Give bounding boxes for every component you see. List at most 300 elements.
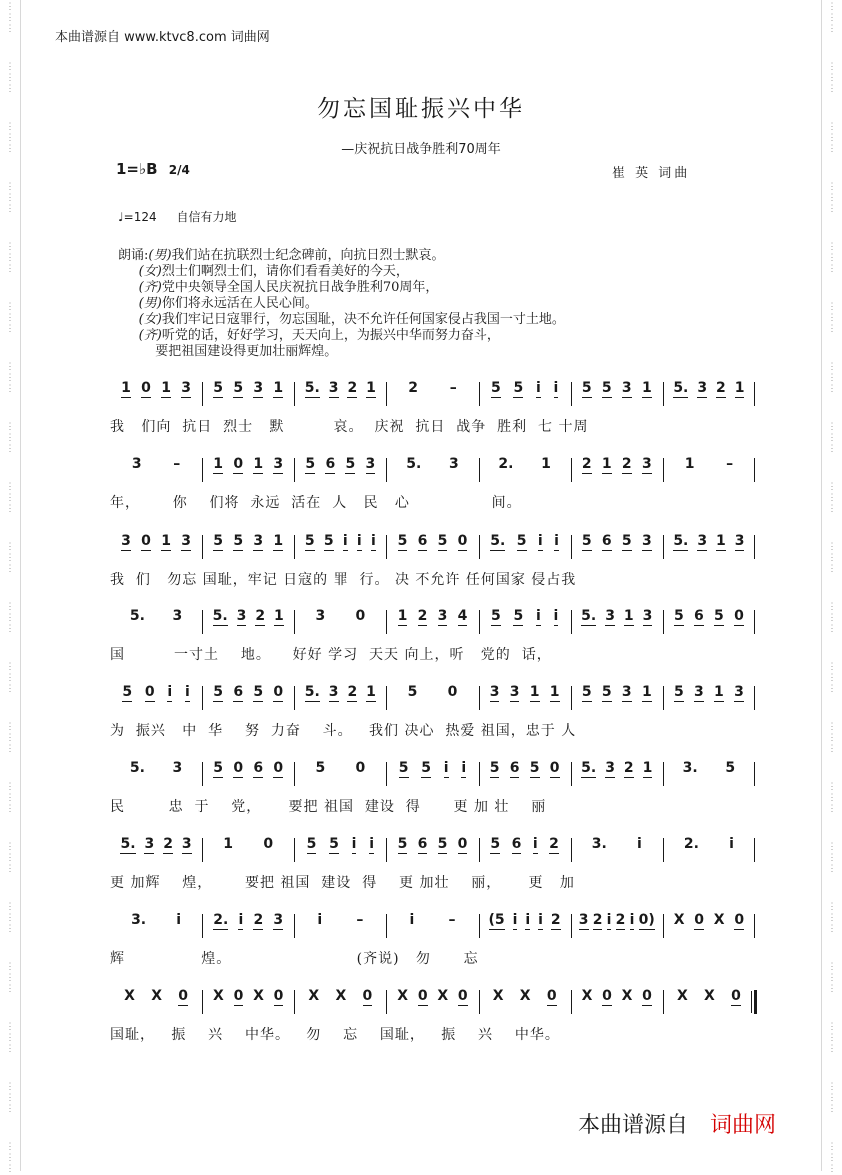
measure (485, 912, 565, 942)
bar-line (202, 610, 203, 634)
note: 5 (673, 608, 684, 624)
note: i (317, 912, 323, 928)
measure (116, 684, 196, 714)
watermark-tile: ⋮ ⋮ ⋮ (827, 842, 837, 874)
note: 4 (457, 608, 468, 624)
measure (300, 988, 380, 1018)
speaker (139, 344, 156, 359)
note: 6 (325, 456, 336, 472)
note: 3 (734, 533, 745, 549)
watermark-tile: ⋮ ⋮ ⋮ (5, 122, 15, 154)
note: 2 (615, 912, 626, 928)
notation-line (110, 608, 755, 648)
note: 2 (163, 836, 173, 852)
note: 1 (714, 684, 724, 700)
note: 2 (550, 912, 561, 928)
watermark-tile: ⋮ ⋮ ⋮ (827, 782, 837, 814)
note: 5 (490, 836, 501, 852)
note: 0 (141, 533, 151, 549)
measure (208, 533, 288, 563)
note: i (553, 380, 559, 396)
note: 0 (602, 988, 612, 1004)
measure (669, 684, 749, 714)
note: 5 (304, 533, 315, 549)
note: 5 (581, 380, 592, 396)
bar-line (202, 762, 203, 786)
watermark-tile: ⋮ ⋮ ⋮ (5, 482, 15, 514)
right-margin-line (821, 0, 822, 1171)
note: 3 (172, 608, 183, 624)
note: 5. (581, 760, 597, 776)
note: 5 (513, 608, 524, 624)
lyrics-line: 为 振兴 中 华 努 力奋 斗。 我们 决心 热爱 祖国，忠于 人 (110, 723, 577, 739)
note: 3 (172, 760, 183, 776)
watermark-tile: ⋮ ⋮ ⋮ (5, 842, 15, 874)
measure (485, 684, 565, 714)
measure (669, 836, 749, 866)
speaker: (男) (148, 248, 172, 263)
note: 5. (304, 380, 320, 396)
note: X (621, 988, 633, 1004)
note: 3 (697, 380, 708, 396)
note: 3 (273, 912, 284, 928)
note: 1 (366, 684, 376, 700)
speaker: (齐) (138, 280, 162, 295)
note: 1 (641, 684, 652, 700)
bar-line (754, 382, 755, 406)
note: 6 (417, 836, 428, 852)
note: 1 (366, 380, 376, 396)
note: – (726, 456, 734, 472)
note: 5. (673, 533, 689, 549)
measure (669, 988, 749, 1018)
notation-line (110, 836, 755, 876)
bar-line (571, 610, 572, 634)
note: 1 (253, 456, 264, 472)
watermark-tile: ⋮ ⋮ ⋮ (827, 62, 837, 94)
recitation-label (118, 344, 139, 359)
note: 5 (421, 760, 432, 776)
note: 2 (417, 608, 428, 624)
speaker: (女) (138, 264, 162, 279)
measure (577, 456, 657, 486)
note: 3. (682, 760, 698, 776)
note: 5 (398, 760, 409, 776)
note: 1 (716, 533, 726, 549)
measure (208, 760, 288, 790)
note: X (124, 988, 135, 1004)
recitation-block (118, 248, 565, 360)
watermark-tile: ⋮ ⋮ ⋮ (827, 122, 837, 154)
measure (669, 912, 749, 942)
note: – (173, 456, 181, 472)
measure (577, 380, 657, 410)
note: i (537, 533, 543, 549)
watermark-tile: ⋮ ⋮ ⋮ (5, 602, 15, 634)
bar-line (386, 535, 387, 559)
watermark-tile: ⋮ ⋮ ⋮ (5, 2, 15, 34)
note: i (553, 608, 559, 624)
note: 5 (397, 533, 408, 549)
note: 6 (694, 608, 704, 624)
note: 2 (347, 380, 358, 396)
note: – (448, 912, 456, 928)
bar-line (571, 990, 572, 1014)
note: 5 (621, 533, 632, 549)
lyrics-line: 我 们向 抗日 烈士 默 哀。 庆祝 抗日 战争 胜利 七 十周 (110, 419, 589, 435)
bar-line (386, 610, 387, 634)
bar-line (754, 838, 755, 862)
note: 5. (129, 760, 145, 776)
note: 5 (213, 760, 224, 776)
measure (116, 836, 196, 866)
bar-line (294, 990, 295, 1014)
note: 0 (141, 380, 151, 396)
measure (577, 760, 657, 790)
note: 2 (621, 456, 632, 472)
speaker: (男) (138, 296, 162, 311)
note: i (525, 912, 531, 928)
note: 6 (233, 684, 244, 700)
left-watermark-strip (0, 0, 20, 1174)
bar-line (386, 838, 387, 862)
note: X (213, 988, 224, 1004)
note: 2 (592, 912, 603, 928)
note: 1 (684, 456, 695, 472)
note: X (519, 988, 531, 1004)
watermark-tile: ⋮ ⋮ ⋮ (827, 1082, 837, 1114)
note: 3. (591, 836, 607, 852)
measure (669, 760, 749, 790)
bar-line (386, 762, 387, 786)
note: 1 (641, 380, 652, 396)
note: 3 (641, 533, 652, 549)
watermark-tile: ⋮ ⋮ ⋮ (827, 542, 837, 574)
note: – (449, 380, 457, 396)
tempo-marking (118, 208, 236, 225)
bar-line (386, 382, 387, 406)
bar-line (754, 610, 755, 634)
note: 5 (437, 533, 448, 549)
note: 5 (601, 380, 612, 396)
note: (5 (488, 912, 505, 928)
footer-source-text: 本曲谱源自 (578, 1113, 689, 1138)
bar-line (202, 458, 203, 482)
lyrics-line: 国 一寸土 地。 好好 学习 天天 向上，听 党的 话， (110, 647, 552, 663)
measure (300, 608, 380, 638)
measure (485, 380, 565, 410)
watermark-tile: ⋮ ⋮ ⋮ (5, 542, 15, 574)
note: X (253, 988, 264, 1004)
note: 0 (355, 760, 366, 776)
note: 5. (406, 456, 422, 472)
song-title: 勿忘国耻振兴中华 (317, 96, 525, 122)
measure (392, 608, 472, 638)
note: 3 (365, 456, 376, 472)
measure (392, 836, 472, 866)
note: 3 (642, 608, 653, 624)
measure (208, 988, 288, 1018)
note: i (370, 533, 376, 549)
measure (669, 456, 749, 486)
bar-line (294, 610, 295, 634)
note: i (636, 836, 642, 852)
note: 5. (581, 608, 597, 624)
note: 2 (549, 836, 559, 852)
notation-line (110, 456, 755, 496)
note: 0 (447, 684, 458, 700)
bar-line (571, 838, 572, 862)
watermark-tile: ⋮ ⋮ ⋮ (5, 62, 15, 94)
bar-line (479, 382, 480, 406)
note: 5 (516, 533, 527, 549)
note: 5 (397, 836, 408, 852)
note: i (342, 533, 348, 549)
bar-line (663, 914, 664, 938)
note: i (554, 533, 559, 549)
watermark-tile: ⋮ ⋮ ⋮ (5, 722, 15, 754)
time-signature: 2/4 (168, 163, 190, 177)
recitation-line (118, 296, 565, 312)
measure (300, 380, 380, 410)
bar-line (754, 686, 755, 710)
footer-brand: 词曲网 (710, 1113, 777, 1138)
note: 5 (233, 380, 244, 396)
note: 5 (329, 836, 339, 852)
note: 0 (457, 533, 468, 549)
measure (208, 836, 288, 866)
note: 6 (511, 836, 522, 852)
recitation-text: 党中央领导全国人民庆祝抗日战争胜利70周年， (161, 280, 439, 295)
note: 5 (233, 533, 244, 549)
note: X (704, 988, 715, 1004)
recitation-text: 要把祖国建设得更加壮丽辉煌。 (155, 344, 338, 359)
note: X (673, 912, 685, 928)
note: 1 (121, 380, 131, 396)
notation-line (110, 988, 755, 1028)
bar-line (479, 762, 480, 786)
bar-line (479, 990, 480, 1014)
note: 1 (397, 608, 408, 624)
watermark-tile: ⋮ ⋮ ⋮ (827, 662, 837, 694)
measure (485, 608, 565, 638)
watermark-tile: ⋮ ⋮ ⋮ (5, 362, 15, 394)
note: 0) (638, 912, 655, 928)
bar-line (294, 914, 295, 938)
note: 5. (304, 684, 320, 700)
recitation-label (118, 296, 139, 311)
watermark-tile: ⋮ ⋮ ⋮ (5, 782, 15, 814)
lyrics-line: 年， 你 们将 永远 活在 人 民 心 间。 (110, 495, 522, 511)
note: 3 (605, 760, 615, 776)
recitation-line (118, 312, 565, 328)
note: 0 (457, 836, 468, 852)
note: i (629, 912, 635, 928)
note: 5 (407, 684, 418, 700)
note: i (532, 836, 538, 852)
measure (300, 836, 380, 866)
watermark-tile: ⋮ ⋮ ⋮ (827, 902, 837, 934)
bar-line (479, 914, 480, 938)
bar-line (571, 535, 572, 559)
note: 0 (734, 608, 744, 624)
measure (485, 988, 565, 1018)
note: 3. (131, 912, 147, 928)
note: 3 (144, 836, 155, 852)
source-header: 本曲谱源自 www.ktvc8.com 词曲网 (55, 30, 270, 45)
note: 0 (546, 988, 557, 1004)
bar-line (386, 686, 387, 710)
note: 5 (315, 760, 326, 776)
note: 1 (529, 684, 540, 700)
note: 5 (513, 380, 524, 396)
bar-line (294, 382, 295, 406)
bar-line (663, 990, 664, 1014)
bar-line (754, 762, 755, 786)
note: 2. (498, 456, 514, 472)
note: 3 (253, 380, 264, 396)
note: 1 (161, 533, 171, 549)
note: 1 (223, 836, 234, 852)
watermark-tile: ⋮ ⋮ ⋮ (5, 902, 15, 934)
bar-line (202, 914, 203, 938)
measure (485, 760, 565, 790)
measure (392, 533, 472, 563)
measure (208, 684, 288, 714)
note: 3 (605, 608, 615, 624)
measure (208, 456, 288, 486)
bar-line (571, 458, 572, 482)
bar-line (663, 382, 664, 406)
measure (669, 533, 749, 563)
measure (116, 380, 196, 410)
note: 5 (489, 760, 500, 776)
note: 0 (273, 684, 284, 700)
note: 3 (253, 533, 264, 549)
bar-line (663, 535, 664, 559)
measure (392, 684, 472, 714)
watermark-tile: ⋮ ⋮ ⋮ (5, 1022, 15, 1054)
key-signature-text: 1=♭B (116, 160, 158, 178)
recitation-line (118, 344, 565, 360)
bar-line (754, 535, 755, 559)
note: 3 (181, 380, 191, 396)
note: 2 (581, 456, 592, 472)
note: 2 (253, 912, 264, 928)
note: 5. (490, 533, 506, 549)
note: 5 (213, 380, 224, 396)
recitation-line (118, 280, 565, 296)
bar-line (663, 458, 664, 482)
note: 6 (253, 760, 264, 776)
note: – (356, 912, 364, 928)
bar-line (202, 382, 203, 406)
note: i (409, 912, 415, 928)
note: 5 (673, 684, 684, 700)
note: i (238, 912, 244, 928)
recitation-label (118, 264, 139, 279)
footer-source (578, 1108, 776, 1139)
note: X (308, 988, 320, 1004)
bar-line (479, 458, 480, 482)
note: 2 (623, 760, 634, 776)
bar-line (571, 382, 572, 406)
notation-line (110, 760, 755, 800)
note: 3 (315, 608, 326, 624)
bar-line (202, 686, 203, 710)
note: i (184, 684, 190, 700)
measure (392, 760, 472, 790)
note: 5. (212, 608, 228, 624)
watermark-tile: ⋮ ⋮ ⋮ (5, 962, 15, 994)
note: 0 (417, 988, 428, 1004)
bar-line (294, 762, 295, 786)
measure (116, 912, 196, 942)
watermark-tile: ⋮ ⋮ ⋮ (827, 422, 837, 454)
speaker: (女) (138, 312, 162, 327)
lyrics-line: 民 忠 于 党， 要把 祖国 建设 得 更 加 壮 丽 (110, 799, 547, 815)
measure (485, 533, 565, 563)
lyrics-line: 辉 煌。 (齐说) 勿 忘 (110, 951, 479, 967)
note: 1 (274, 608, 284, 624)
note: 5 (122, 684, 133, 700)
measure (300, 456, 380, 486)
note: 3 (236, 608, 247, 624)
note: 0 (457, 988, 468, 1004)
composer-credit: 崔 英 词曲 (612, 166, 691, 181)
bar-line (386, 914, 387, 938)
note: 1 (213, 456, 224, 472)
note: 5. (673, 380, 689, 396)
measure (669, 380, 749, 410)
bar-line (663, 762, 664, 786)
recitation-label (118, 328, 139, 343)
bar-line (294, 535, 295, 559)
measure (392, 380, 472, 410)
note: 6 (417, 533, 428, 549)
bar-line (294, 458, 295, 482)
recitation-label: 朗诵: (118, 248, 149, 263)
measure (208, 608, 288, 638)
note: 1 (273, 533, 284, 549)
watermark-tile: ⋮ ⋮ ⋮ (827, 1142, 837, 1174)
note: 0 (362, 988, 373, 1004)
note: X (676, 988, 688, 1004)
note: 3 (328, 684, 339, 700)
bar-line (663, 686, 664, 710)
measure (577, 608, 657, 638)
note: X (437, 988, 449, 1004)
note: i (167, 684, 173, 700)
note: 5. (129, 608, 145, 624)
note: 2. (683, 836, 699, 852)
note: i (535, 608, 541, 624)
measure (116, 456, 196, 486)
note: 1 (734, 380, 745, 396)
watermark-tile: ⋮ ⋮ ⋮ (5, 302, 15, 334)
note: i (176, 912, 182, 928)
bar-line (202, 990, 203, 1014)
recitation-line (118, 264, 565, 280)
recitation-text: 听党的话，好好学习，天天向上，为振兴中华而努力奋斗， (161, 328, 500, 343)
note: 3 (694, 684, 704, 700)
note: i (351, 836, 357, 852)
note: X (713, 912, 725, 928)
note: 5. (120, 836, 136, 852)
watermark-tile: ⋮ ⋮ ⋮ (827, 182, 837, 214)
note: 0 (694, 912, 705, 928)
measure (300, 684, 380, 714)
